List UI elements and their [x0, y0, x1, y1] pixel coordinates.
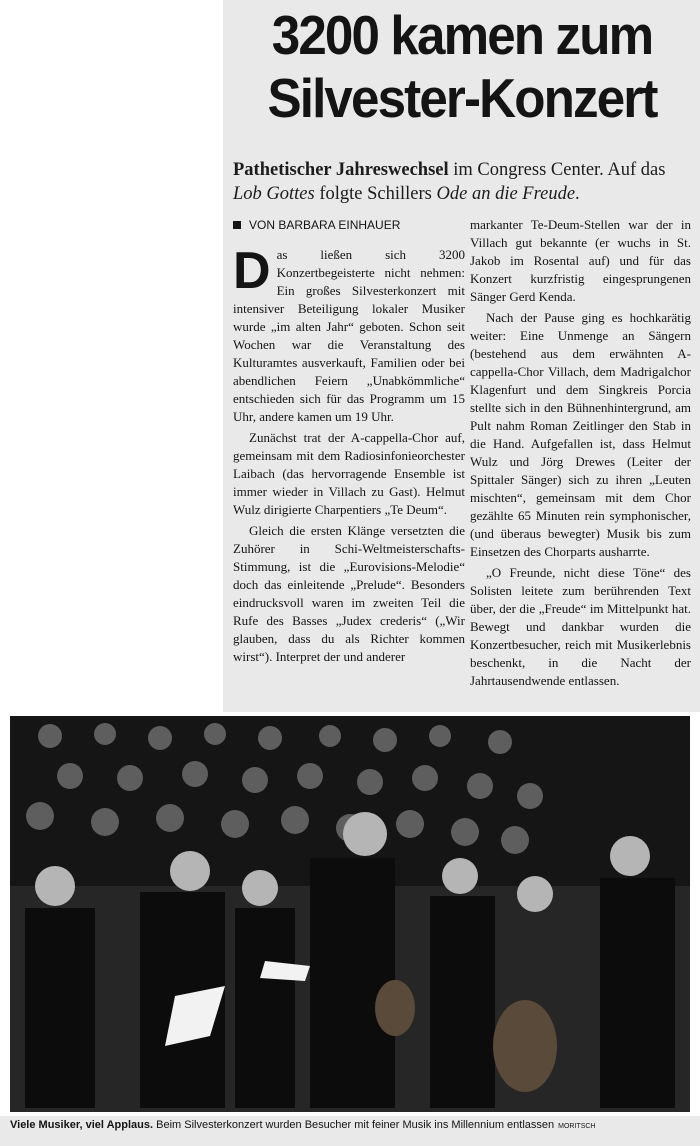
concert-photo — [10, 716, 690, 1112]
paragraph-3: Gleich die ersten Klänge versetzten die Zuhörer in Schi-Weltmeisterschafts-Stimmung, ist die „Eurovisions-Melodie“ doch das einleitende „Prelude“. Besonders eindrucksvoll waren im zweiten Teil die Rufe des Basses „Judex crederis“ („Wir glauben, dass du als Richter kommen wirst“). Interpret der und anderer — [233, 523, 465, 664]
subheadline-bold: Pathetischer Jahreswechsel — [233, 160, 449, 180]
article-column-left — [233, 216, 465, 666]
paragraph-6: „O Freunde, nicht diese Töne“ des Solisten leitete zum berührenden Text über, der die „Freude“ im Mittelpunkt hat. Bewegt und dankbar wurden die Konzertbesucher, reich mit Musikerlebnis beschenkt, in die Nacht der Jahrtausendwende entlassen. — [470, 565, 691, 688]
newspaper-clipping — [223, 0, 700, 712]
photo-caption — [0, 1116, 700, 1146]
subheadline — [233, 158, 693, 206]
article-column-right — [470, 216, 691, 690]
byline-text: VON BARBARA EINHAUER — [249, 218, 401, 232]
byline-square-icon — [233, 221, 241, 229]
paragraph-2: Zunächst trat der A-cappella-Chor auf, gemeinsam mit dem Radiosinfonieorchester Laibach (das hervorragende Ensemble ist immer wieder in Villach zu Gast). Helmut Wulz dirigierte Charpentiers „Te Deum“. — [233, 430, 465, 517]
subheadline-text-3: . — [575, 184, 580, 204]
subheadline-italic-2: Ode an die Freude — [436, 184, 576, 204]
headline: 3200 kamen zum Silvester-Konzert — [267, 4, 657, 129]
drop-cap: D — [233, 242, 271, 300]
subheadline-italic-1: Lob Gottes — [233, 184, 315, 204]
paragraph-5: Nach der Pause ging es hochkarätig weiter: Eine Unmenge an Sängern (bestehend aus dem erwähnten A-cappella-Chor Villach, dem Madrigalchor Klagenfurt und dem Singkreis Porcia stellte sich in den Bühnenhintergrund, am Pult nahm Roman Zeitlinger den Stab in die Hand. Aufgefallen ist, dass Helmut Wulz und Jörg Drewes (Leiter der Spittaler Sänger) sich zu ihren „Leuten mischten“, gemeinsam mit dem Chor gezählte 65 Minuten rein symphonischer, (und überaus bewegter) Musik bis zum Einsetzen des Chorparts ausharrte. — [470, 310, 691, 559]
caption-text: Beim Silvesterkonzert wurden Besucher mit feiner Musik ins Millennium entlassen — [153, 1119, 555, 1131]
paragraph-4: markanter Te-Deum-Stellen war der in Villach gut bekannte (er wuchs in St. Jakob im Rosental auf) und für das Konzert kurzfristig eingesprungenen Sänger Gerd Kenda. — [470, 217, 691, 304]
byline — [233, 216, 465, 234]
subheadline-text-2: folgte Schillers — [314, 184, 437, 204]
concert-photo-illustration — [10, 716, 690, 1112]
subheadline-text-1: im Congress Center. Auf das — [448, 160, 666, 180]
photo-credit: MORITSCH — [558, 1123, 596, 1130]
paragraph-1 — [233, 242, 465, 426]
caption-bold: Viele Musiker, viel Applaus. — [10, 1119, 154, 1131]
paragraph-1-text: as ließen sich 3200 Konzertbegeisterte nicht nehmen: Ein großes Silvesterkonzert mit intensiver Beteiligung lokaler Musiker wurde „im alten Jahr“ geboten. Schon seit Wochen war die Veranstaltung des Kulturamtes ausverkauft, Familien oder bei abendlichen Feiern „Unabkömmliche“ entschieden sich für das Programm um 15 Uhr, andere kamen um 19 Uhr. — [233, 247, 465, 424]
